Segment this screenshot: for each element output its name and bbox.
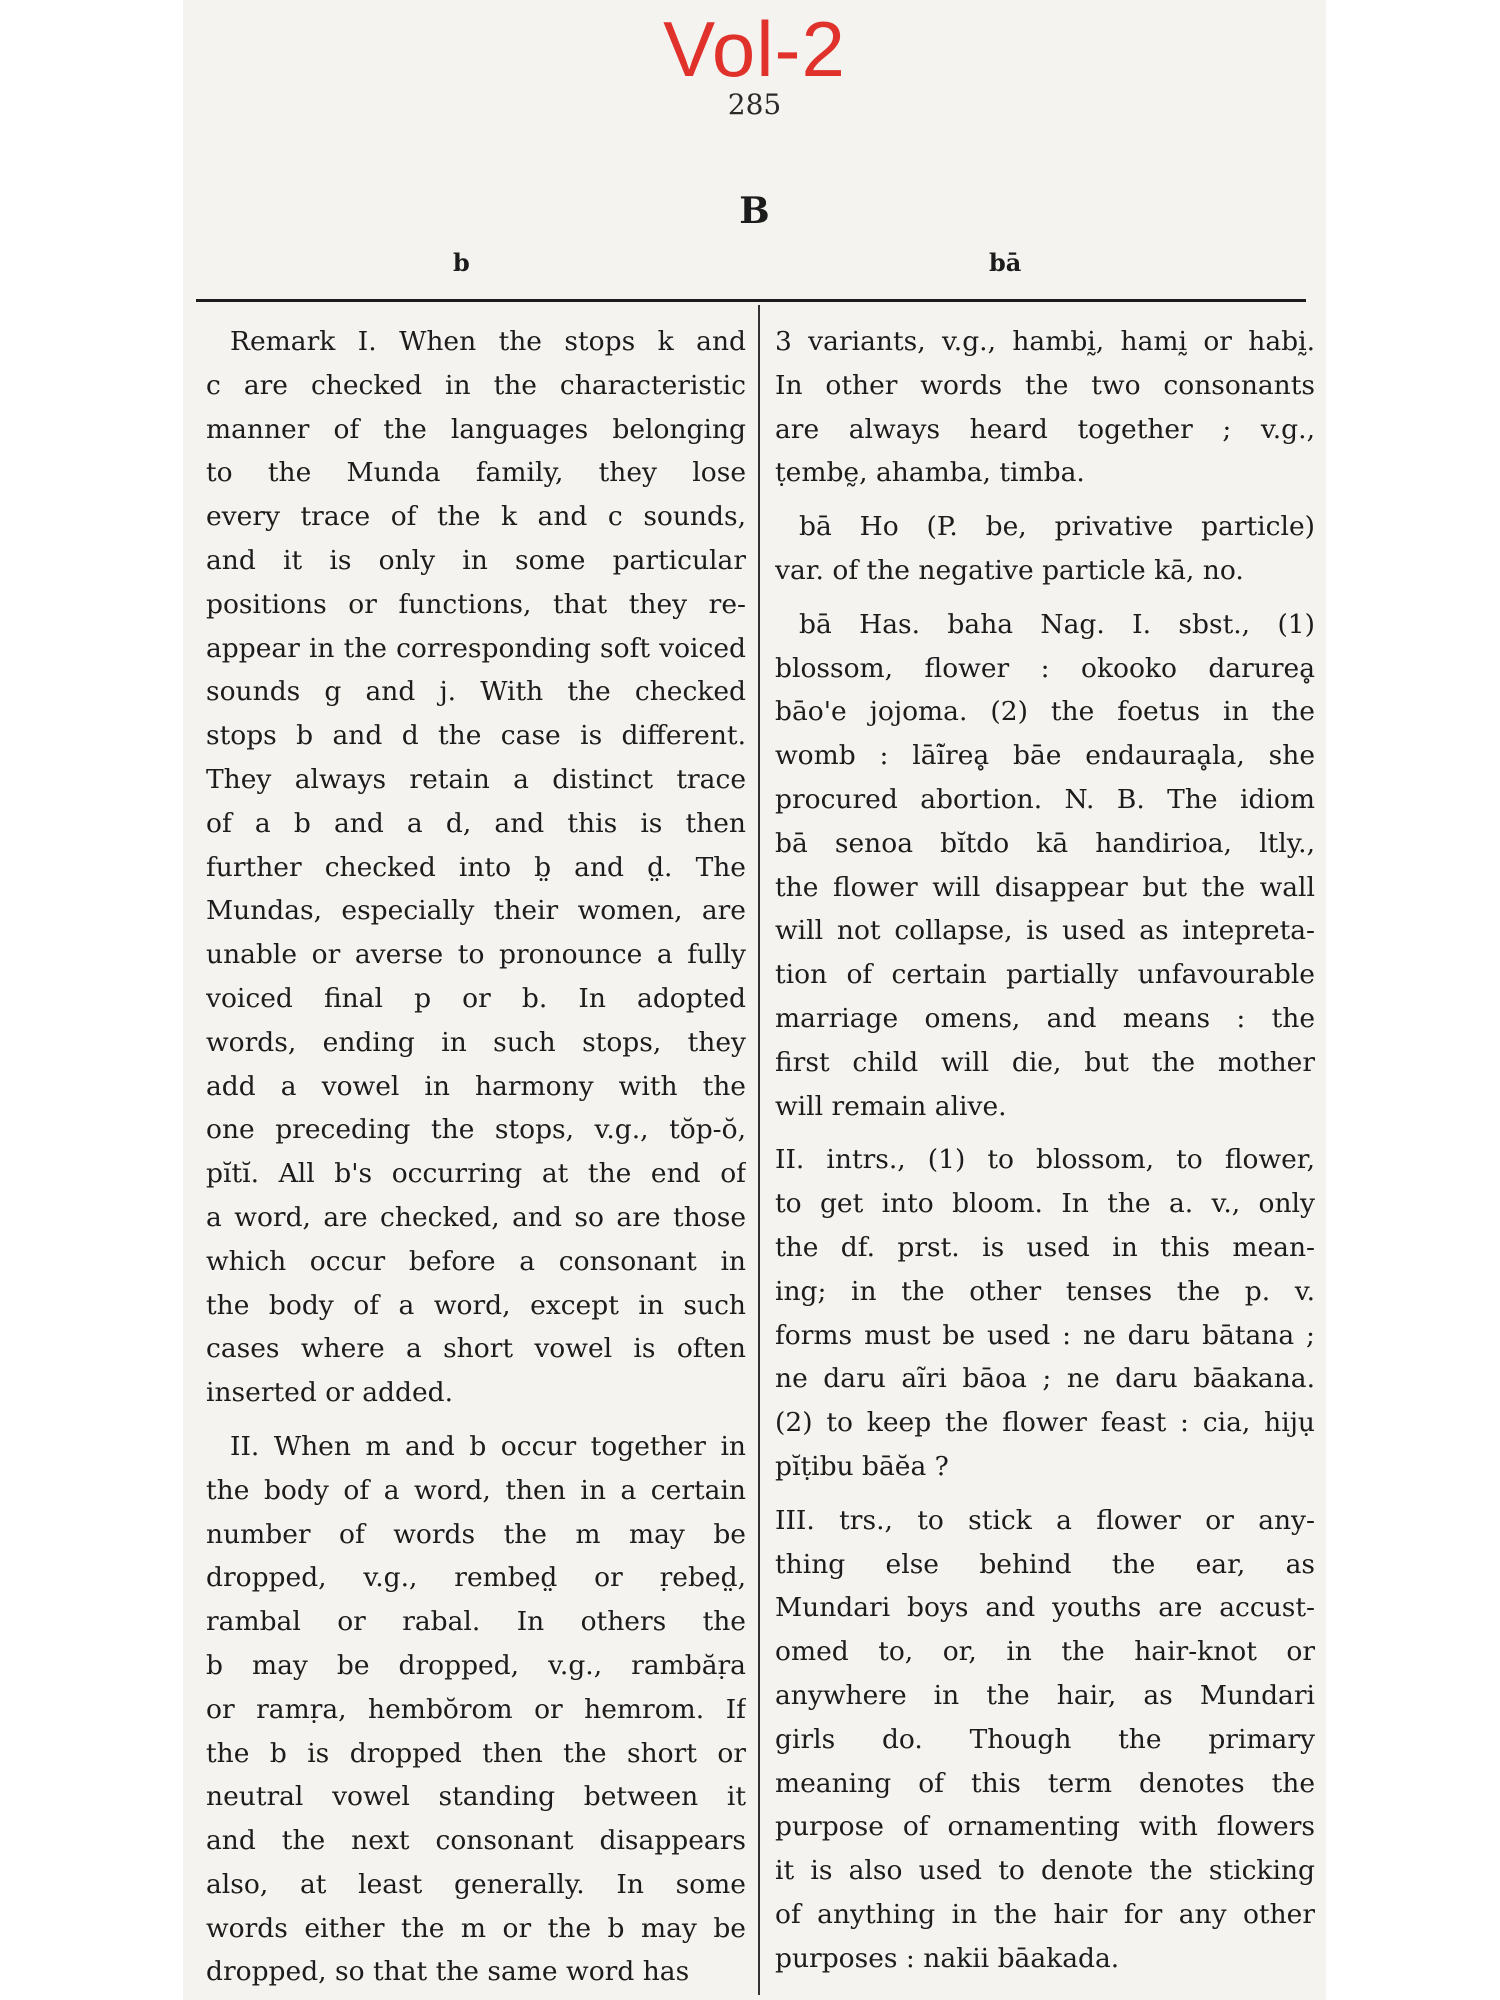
text-line: II. intrs., (1) to blossom, to flower,	[775, 1144, 1315, 1176]
text-line: unable or averse to pronounce a fully	[206, 939, 746, 971]
volume-label: Vol-2	[663, 5, 846, 93]
remark-1-paragraph	[206, 320, 746, 1415]
text-line: III. trs., to stick a flower or any-	[775, 1504, 1315, 1536]
text-line: to get into bloom. In the a. v., only	[775, 1188, 1315, 1220]
text-line: stops b and d the case is different.	[206, 720, 746, 752]
text-line: appear in the corresponding soft voiced	[206, 632, 746, 664]
text-line: cases where a short vowel is often	[206, 1333, 746, 1365]
text-line: sounds g and j. With the checked	[206, 676, 746, 708]
text-line: it is also used to denote the sticking	[775, 1855, 1315, 1887]
text-line: every trace of the k and c sounds,	[206, 501, 746, 533]
text-line: the body of a word, except in such	[206, 1289, 746, 1321]
dictionary-page	[183, 0, 1326, 2000]
text-line: one preceding the stops, v.g., tŏp-ŏ,	[206, 1114, 746, 1146]
text-line: var. of the negative particle kā, no.	[775, 554, 1244, 586]
text-line: further checked into b̤ and d̤. The	[206, 851, 746, 883]
text-line: words, ending in such stops, they	[206, 1026, 746, 1058]
text-line: and it is only in some particular	[206, 544, 746, 576]
right-column	[775, 320, 1315, 1980]
remark-2-paragraph	[206, 1425, 746, 1994]
text-line: dropped, so that the same word has	[206, 1956, 690, 1988]
text-line: purpose of ornamenting with flowers	[775, 1811, 1315, 1843]
text-line: bāo'e jojoma. (2) the foetus in the	[775, 696, 1315, 728]
text-line: of a b and a d, and this is then	[206, 807, 746, 839]
text-line: (2) to keep the flower feast : cia, hijụ	[775, 1407, 1315, 1439]
text-line: will not collapse, is used as intepreta-	[775, 915, 1315, 947]
text-line: pĭṭibu bāĕa ?	[775, 1450, 949, 1482]
guide-word-right: bā	[989, 248, 1022, 277]
text-line: thing else behind the ear, as	[775, 1548, 1315, 1580]
text-line: inserted or added.	[206, 1377, 454, 1409]
text-line: procured abortion. N. B. The idiom	[775, 783, 1315, 815]
text-line: Remark I. When the stops k and	[230, 326, 746, 357]
text-line: marriage omens, and means : the	[775, 1002, 1315, 1034]
text-line: anywhere in the hair, as Mundari	[775, 1679, 1315, 1711]
text-line: to the Munda family, they lose	[206, 457, 746, 489]
text-line: and the next consonant disappears	[206, 1825, 746, 1857]
text-line: Mundari boys and youths are accust-	[775, 1592, 1315, 1624]
sense-3-paragraph	[775, 1499, 1315, 1981]
text-line: pĭtĭ. All b's occurring at the end of	[206, 1158, 746, 1190]
text-line: bā Has. baha Nag. I. sbst., (1)	[799, 608, 1315, 640]
text-line: womb : lāi̇̃reḁ bāe endauraḁla, she	[775, 740, 1315, 772]
text-line: bā Ho (P. be, privative particle)	[799, 511, 1315, 543]
text-line: Mundas, especially their women, are	[206, 895, 746, 927]
text-line: forms must be used : ne daru bātana ;	[775, 1319, 1315, 1351]
text-line: c are checked in the characteristic	[206, 369, 746, 401]
text-line: also, at least generally. In some	[206, 1868, 746, 1900]
text-line: the df. prst. is used in this mean-	[775, 1231, 1315, 1263]
text-line: tion of certain partially unfavourable	[775, 959, 1315, 991]
text-line: bā senoa bĭtdo kā handirioa, ltly.,	[775, 827, 1315, 859]
text-line: dropped, v.g., rembed̤ or ṛebed̤,	[206, 1562, 746, 1594]
text-line: the body of a word, then in a certain	[206, 1474, 746, 1506]
text-line: words either the m or the b may be	[206, 1912, 746, 1944]
column-divider	[758, 305, 760, 1995]
text-line: first child will die, but the mother	[775, 1046, 1315, 1078]
text-line: or ramṛa, hembŏrom or hemrom. If	[206, 1693, 746, 1725]
text-line: neutral vowel standing between it	[206, 1781, 746, 1813]
text-line: which occur before a consonant in	[206, 1245, 746, 1277]
text-line: add a vowel in harmony with the	[206, 1070, 746, 1102]
text-line: They always retain a distinct trace	[206, 763, 746, 795]
text-line: meaning of this term denotes the	[775, 1767, 1315, 1799]
text-line: voiced final p or b. In adopted	[206, 982, 746, 1014]
text-line: ne daru aĩri bāoa ; ne daru bāakana.	[775, 1363, 1315, 1395]
text-line: 3 variants, v.g., hambḭ, hamḭ or habḭ.	[775, 326, 1315, 357]
entry-ba-has	[775, 603, 1315, 1129]
section-letter: B	[739, 190, 770, 232]
page-number: 285	[727, 88, 782, 121]
text-line: blossom, flower : okooko darureḁ	[775, 652, 1315, 684]
text-line: of anything in the hair for any other	[775, 1898, 1315, 1930]
text-line: b may be dropped, v.g., rambăṛa	[206, 1649, 746, 1681]
text-line: number of words the m may be	[206, 1518, 746, 1550]
text-line: In other words the two consonants	[775, 369, 1315, 401]
text-line: girls do. Though the primary	[775, 1723, 1315, 1755]
text-line: purposes : nakii bāakada.	[775, 1942, 1120, 1974]
text-line: the flower will disappear but the wall	[775, 871, 1315, 903]
header-rule	[196, 299, 1306, 302]
left-column	[206, 320, 746, 1994]
text-line: rambal or rabal. In others the	[206, 1606, 746, 1638]
text-line: manner of the languages belonging	[206, 413, 746, 445]
text-line: II. When m and b occur together in	[230, 1430, 746, 1462]
text-line: a word, are checked, and so are those	[206, 1201, 746, 1233]
text-line: positions or functions, that they re-	[206, 588, 746, 620]
entry-ba-ho	[775, 505, 1315, 593]
text-line: will remain alive.	[775, 1090, 1007, 1122]
text-line: ing; in the other tenses the p. v.	[775, 1275, 1315, 1307]
text-line: the b is dropped then the short or	[206, 1737, 746, 1769]
text-line: ṭembḛ, ahamba, timba.	[775, 457, 1085, 489]
text-line: are always heard together ; v.g.,	[775, 413, 1315, 445]
sense-2-paragraph	[775, 1138, 1315, 1488]
continuation-paragraph	[775, 320, 1315, 495]
guide-word-left: b	[453, 248, 470, 277]
text-line: omed to, or, in the hair-knot or	[775, 1636, 1315, 1668]
